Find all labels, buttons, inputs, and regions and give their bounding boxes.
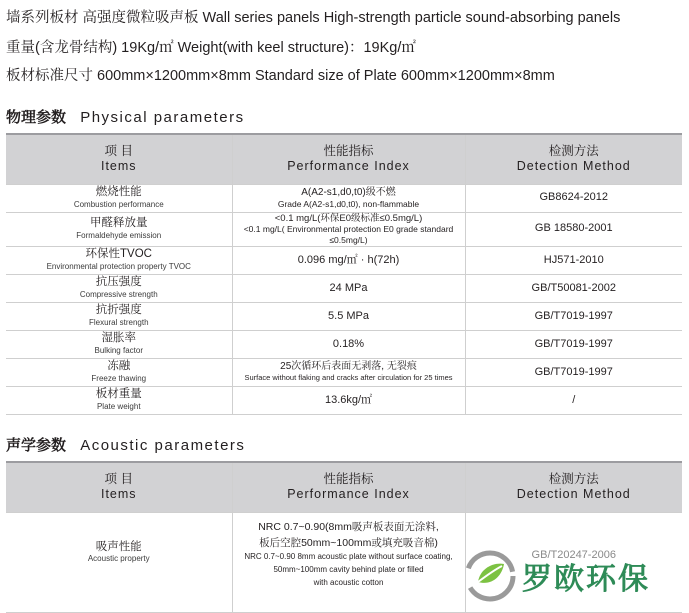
header-performance: 性能指标 Performance Index — [232, 462, 465, 512]
product-title-line: 墙系列板材 高强度微粒吸声板 Wall series panels High-strength particle sound-absorbing panels — [6, 10, 621, 26]
weight-line: 重量(含龙骨结构) 19Kg/㎡ Weight(with keel structure)：19Kg/㎡ — [6, 40, 416, 56]
table-row: 燃烧性能 Combustion performance A(A2-s1,d0,t0)级不燃 Grade A(A2-s1,d0,t0), non-flammable GB8624-2012 — [6, 184, 682, 212]
physical-parameters-table — [6, 133, 682, 415]
header-performance: 性能指标 Performance Index — [232, 134, 465, 184]
acoustic-title-cn: 声学参数 — [6, 437, 67, 454]
header-method: 检测方法 Detection Method — [465, 462, 682, 512]
physical-title-cn: 物理参数 — [6, 109, 67, 126]
acoustic-section-title — [6, 434, 245, 455]
header-method: 检测方法 Detection Method — [465, 134, 682, 184]
table-header-row — [6, 462, 682, 512]
table-row: 甲醛释放量 Formaldehyde emission <0.1 mg/L(环保E0级标准≤0.5mg/L) <0.1 mg/L( Environmental protection E0 grade standard ≤0.5mg/L) GB 18580-2001 — [6, 212, 682, 246]
table-row: 板材重量 Plate weight 13.6kg/㎡ / — [6, 386, 682, 414]
brand-name: 罗欧环保 — [522, 563, 650, 596]
table-row: 冻融 Freeze thawing 25次循环后表面无剥落, 无裂痕 Surface without flaking and cracks after circulation for 25 times GB/T7019-1997 — [6, 358, 682, 386]
company-logo — [464, 548, 684, 604]
acoustic-title-en: Acoustic parameters — [80, 437, 246, 454]
header-items: 项 目 Items — [6, 134, 232, 184]
table-row: 抗压强度 Compressive strength 24 MPa GB/T50081-2002 — [6, 274, 682, 302]
table-row: 湿胀率 Bulking factor 0.18% GB/T7019-1997 — [6, 330, 682, 358]
table-row: 环保性TVOC Environmental protection property TVOC 0.096 mg/㎡ · h(72h) HJ571-2010 — [6, 246, 682, 274]
table-header-row — [6, 134, 682, 184]
physical-title-en: Physical parameters — [80, 109, 245, 126]
table-row: 吸声性能 Acoustic property NRC 0.7~0.90(8mm吸声板表面无涂料, 板后空腔50mm~100mm或填充吸音棉) NRC 0.7~0.90 8mm acoustic plate without surface coating, 50mm~100mm cavity behind plate or filled with acoustic cotton GB/T20247-2006 — [6, 512, 682, 612]
table-row: 抗折强度 Flexural strength 5.5 MPa GB/T7019-1997 — [6, 302, 682, 330]
leaf-logo-icon — [464, 550, 516, 602]
physical-section-title — [6, 106, 245, 127]
header-items: 项 目 Items — [6, 462, 232, 512]
size-line: 板材标准尺寸 600mm×1200mm×8mm Standard size of Plate 600mm×1200mm×8mm — [6, 68, 555, 84]
